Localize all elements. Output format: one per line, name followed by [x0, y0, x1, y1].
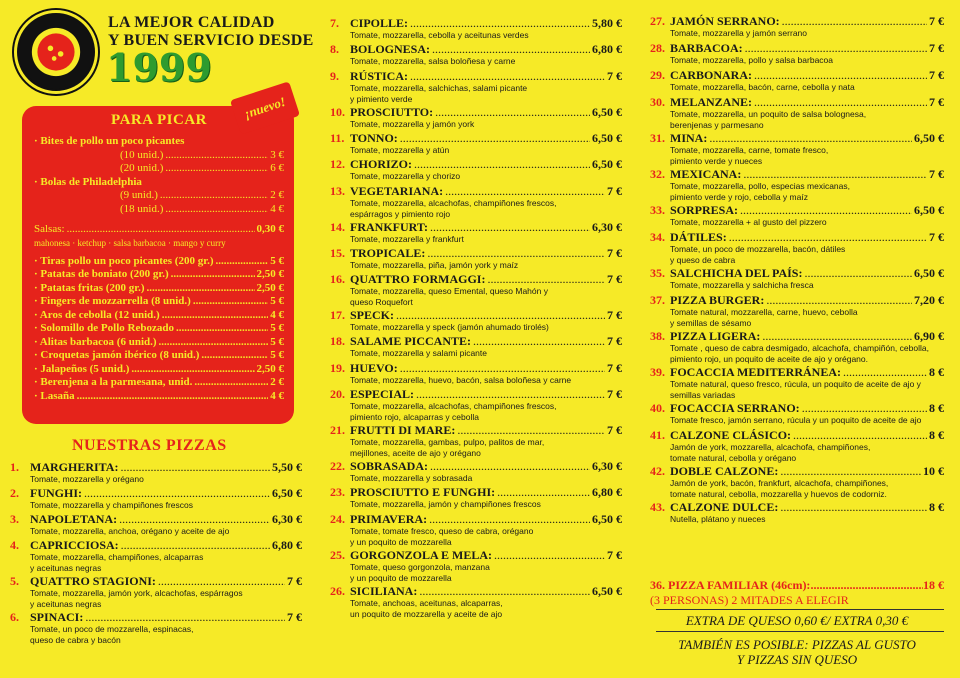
pizza-price: 7 €	[607, 387, 622, 401]
picar-salsas: Salsas: ..... 0,30 €	[34, 223, 284, 237]
pizza-description: pimiento verde y nueces	[670, 156, 763, 166]
pizza-item	[330, 423, 622, 459]
pizza-number: 39.	[650, 365, 665, 379]
pizza-name: QUATTRO STAGIONI:	[30, 574, 156, 588]
pizza-description: Tomate, mozzarella, carne, tomate fresco,	[670, 145, 829, 155]
picar-bolas-18: (18 unid.) ..... 4 €	[34, 203, 284, 217]
pizza-name: SALCHICHA DEL PAÍS:	[670, 266, 803, 280]
mamma-mia-logo	[14, 10, 98, 94]
pizza-price: 6,50 €	[592, 157, 622, 172]
pizza-number: 38.	[650, 329, 665, 343]
pizza-name: ESPECIAL:	[350, 387, 415, 401]
pizza-description: pimiento rojo, alcaparras y cebolla	[350, 412, 479, 422]
pizza-name: PROSCIUTTO E FUNGHI:	[350, 485, 496, 500]
logo-emblem	[17, 13, 95, 91]
year-1999: 1999	[106, 45, 212, 90]
pizza-item	[330, 485, 622, 510]
pizza-name: JAMÓN SERRANO:	[670, 14, 780, 28]
pizza-item	[330, 548, 622, 584]
pizza-name: CALZONE DULCE:	[670, 500, 779, 514]
pizza-item	[10, 538, 302, 574]
pizza-description: Tomate, mozzarella, salsa boloñesa y carne	[350, 56, 516, 67]
pizza-item	[330, 584, 622, 620]
pizza-item	[330, 42, 622, 67]
pizza-price: 6,50 €	[592, 130, 622, 145]
pizza-item	[330, 512, 622, 548]
para-picar-box	[22, 106, 294, 424]
picar-bolas: · Bolas de Philadelphia	[34, 175, 142, 188]
pizza-number: 5.	[10, 574, 19, 588]
pizza-description: Tomate, mozzarella, jamón york, alcachofas, espárragos	[30, 588, 243, 598]
pizza-name: MEXICANA:	[670, 167, 742, 181]
pizza-description: Tomate, mozzarella y salami picante	[350, 348, 488, 359]
pizza-price: 7 €	[287, 610, 302, 624]
pizza-name: SOBRASADA:	[350, 459, 429, 473]
extra-queso: EXTRA DE QUESO 0,60 €/ EXTRA 0,30 €	[685, 613, 909, 628]
pizza-item	[650, 230, 944, 266]
picar-bolas-9: (9 unid.) ..... 2 €	[34, 189, 284, 203]
pizza-number: 19.	[330, 360, 345, 375]
picar-item: · Aros de cebolla (12 unid.) ..... 4 €	[34, 309, 284, 323]
pizza-name: FUNGHI:	[30, 486, 82, 500]
pizza-item	[650, 428, 944, 464]
pizza-description: un poquito de mozzarella y aceite de ajo	[350, 608, 503, 619]
pizza-description: queso de cabra y bacón	[30, 635, 121, 645]
tambien-line2: Y PIZZAS SIN QUESO	[736, 652, 858, 667]
pizza-description: Tomate, mozzarella y salchicha fresca	[670, 280, 814, 290]
familiar-sub: (3 PERSONAS) 2 MITADES A ELEGIR	[650, 593, 849, 607]
pizza-familiar	[650, 578, 944, 608]
picar-item: · Jalapeños (5 unid.) ..... 2,50 €	[34, 363, 284, 377]
pizza-number: 31.	[650, 131, 665, 145]
pizza-number: 12.	[330, 157, 345, 172]
pizza-number: 11.	[330, 130, 345, 145]
familiar-name: 36. PIZZA FAMILIAR (46cm):	[650, 578, 811, 592]
pizza-description: y aceitunas negras	[30, 599, 102, 609]
pizza-item	[330, 157, 622, 182]
pizza-number: 4.	[10, 538, 19, 552]
pizza-description: Tomate, tomate fresco, queso de cabra, orégano	[350, 525, 534, 536]
pizza-description: Tomate, mozzarella, alcachofas, champiñones frescos,	[350, 401, 557, 411]
familiar-price: 18 €	[923, 578, 944, 592]
pizza-description: Jamón de york, bacón, frankfurt, alcachofa, champiñones,	[670, 478, 889, 488]
pizza-price: 5,80 €	[592, 16, 622, 30]
pizza-price: 10 €	[923, 464, 944, 478]
pizza-name: PIZZA BURGER:	[670, 293, 765, 307]
pizza-number: 33.	[650, 203, 665, 217]
pizza-item	[10, 460, 302, 485]
nuestras-pizzas-title: NUESTRAS PIZZAS	[72, 437, 227, 454]
pizza-number: 8.	[330, 42, 339, 57]
picar-item: · Solomillo de Pollo Rebozado ..... 5 €	[34, 322, 284, 336]
pizza-item	[330, 334, 622, 359]
pizza-price: 7 €	[929, 14, 944, 28]
pizza-item	[650, 41, 944, 66]
pizza-name: CIPOLLE:	[350, 16, 409, 30]
pizza-description: Tomate, mozzarella, pollo y salsa barbacoa	[670, 55, 833, 65]
pizza-name: QUATTRO FORMAGGI:	[350, 272, 486, 287]
pizza-number: 35.	[650, 266, 665, 280]
pizza-description: mejillones, aceite de ajo y orégano	[350, 448, 481, 458]
pizza-number: 40.	[650, 401, 665, 415]
pizza-description: Tomate, mozzarella y frankfurt	[350, 233, 464, 244]
pizza-description: Tomate, mozzarella, jamón y champiñones frescos	[350, 499, 541, 510]
pizza-number: 42.	[650, 464, 665, 478]
pizza-description: Tomate, mozzarella y orégano	[30, 474, 144, 484]
pizza-number: 20.	[330, 387, 345, 401]
pizza-item	[650, 203, 944, 228]
pizza-description: tomate natural, cebolla y orégano	[670, 453, 797, 463]
pizza-item	[330, 308, 622, 333]
pizza-item	[330, 361, 622, 386]
pizza-price: 7 €	[607, 68, 622, 83]
pizza-number: 34.	[650, 230, 665, 244]
tagline-line1: LA MEJOR CALIDAD	[108, 14, 275, 31]
pizza-price: 7 €	[607, 334, 622, 349]
pizza-description: Tomate, mozzarella y champiñones frescos	[30, 500, 193, 510]
pizza-item	[10, 610, 302, 646]
pizza-name: PRIMAVERA:	[350, 511, 428, 526]
pizza-name: MINA:	[670, 131, 708, 145]
pizza-item	[330, 131, 622, 156]
pizza-price: 6,80 €	[272, 538, 302, 552]
pizza-item	[650, 167, 944, 203]
pizza-price: 6,50 €	[914, 203, 944, 217]
pizza-description: Tomate, mozzarella y chorizo	[350, 171, 461, 182]
pizza-price: 8 €	[929, 500, 944, 514]
picar-item: · Lasaña ..... 4 €	[34, 390, 284, 404]
pizza-description: Tomate natural, mozzarella, carne, huevo, cebolla	[670, 307, 858, 317]
pizza-description: Tomate fresco, jamón serrano, rúcula y un poquito de aceite de ajo	[670, 415, 922, 425]
pizza-number: 37.	[650, 293, 665, 307]
pizza-item	[10, 486, 302, 511]
pizza-number: 6.	[10, 610, 19, 624]
pizza-name: TONNO:	[350, 130, 398, 145]
pizza-number: 14.	[330, 219, 345, 234]
pizza-name: DOBLE CALZONE:	[670, 464, 779, 478]
pizza-name: CAPRICCIOSA:	[30, 538, 119, 552]
pizza-name: BOLOGNESA:	[350, 42, 431, 57]
pizza-name: GORGONZOLA E MELA:	[350, 547, 493, 562]
picar-item: · Alitas barbacoa (6 unid.) ..... 5 €	[34, 336, 284, 350]
pizza-number: 10.	[330, 104, 345, 119]
pizza-price: 6,30 €	[592, 219, 622, 234]
pizza-description: queso Roquefort	[350, 297, 413, 308]
pizza-number: 15.	[330, 245, 345, 260]
pizza-price: 7 €	[607, 272, 622, 287]
para-picar-title: PARA PICAR	[111, 112, 207, 128]
pizza-description: Tomate, mozzarella, bacón, carne, cebolla y nata	[670, 82, 855, 92]
pizza-item	[650, 266, 944, 291]
pizza-description: y semillas de sésamo	[670, 318, 752, 328]
pizza-name: FOCACCIA SERRANO:	[670, 401, 800, 415]
picar-salsas-note: mahonesa · ketchup · salsa barbacoa · mango y curry	[34, 237, 226, 248]
pizza-description: semillas variadas	[670, 390, 736, 400]
pizza-number: 9.	[330, 68, 339, 83]
pizza-description: Tomate, mozzarella + al gusto del pizzero	[670, 217, 827, 227]
pizza-price: 6,30 €	[272, 512, 302, 526]
pizza-price: 7 €	[929, 41, 944, 55]
pizza-name: SPINACI:	[30, 610, 84, 624]
pizza-number: 1.	[10, 460, 19, 474]
pizza-description: Tomate, un poco de mozzarella, bacón, dátiles	[670, 244, 846, 254]
pizza-name: BARBACOA:	[670, 41, 743, 55]
pizza-number: 41.	[650, 428, 665, 442]
pizza-name: PROSCIUTTO:	[350, 104, 434, 119]
pizza-name: SICILIANA:	[350, 583, 418, 598]
pizza-name: CHORIZO:	[350, 157, 413, 172]
pizza-description: Tomate, queso gorgonzola, manzana	[350, 561, 490, 572]
pizza-name: FOCACCIA MEDITERRÁNEA:	[670, 365, 842, 379]
tambien-line1: TAMBIÉN ES POSIBLE: PIZZAS AL GUSTO	[678, 637, 916, 652]
picar-bites-10: (10 unid.) ..... 3 €	[34, 149, 284, 163]
pizza-number: 26.	[330, 583, 345, 598]
pizza-name: CARBONARA:	[670, 68, 752, 82]
tagline-line2: Y BUEN SERVICIO DESDE	[108, 32, 314, 49]
pizza-item	[330, 16, 622, 41]
pizza-description: Jamón de york, mozzarella, alcachofa, champiñones,	[670, 442, 871, 452]
pizza-description: Tomate, mozzarella y speck (jamón ahumado tirolés)	[350, 322, 549, 333]
pizza-item	[330, 184, 622, 220]
pizza-number: 32.	[650, 167, 665, 181]
pizza-price: 7 €	[607, 423, 622, 437]
pizza-number: 17.	[330, 308, 345, 323]
picar-item: · Patatas fritas (200 gr.) ..... 2,50 €	[34, 282, 284, 296]
pizza-description: Tomate, mozzarella, gambas, pulpo, palitos de mar,	[350, 437, 545, 447]
divider-2	[656, 631, 944, 632]
pizza-description: Tomate natural, queso fresco, rúcula, un poquito de aceite de ajo y	[670, 379, 921, 389]
pizza-description: Tomate, anchoas, aceitunas, alcaparras,	[350, 597, 503, 608]
pizza-description: y aceitunas negras	[30, 563, 102, 573]
pizza-number: 25.	[330, 547, 345, 562]
pizza-price: 6,30 €	[592, 459, 622, 473]
pizza-number: 30.	[650, 95, 665, 109]
pizza-description: Tomate, mozzarella, alcachofas, champiñones frescos,	[350, 197, 557, 208]
pizza-item	[330, 246, 622, 271]
pizza-description: Tomate, mozzarella, champiñones, alcaparras	[30, 552, 204, 562]
pizza-price: 6,50 €	[914, 266, 944, 280]
pizza-price: 7 €	[287, 574, 302, 588]
pizza-description: Tomate, mozzarella y sobrasada	[350, 473, 473, 483]
pizza-price: 7 €	[607, 183, 622, 198]
pizza-price: 6,80 €	[592, 485, 622, 500]
pizza-item	[330, 220, 622, 245]
pizza-description: berenjenas y parmesano	[670, 120, 764, 130]
nuevo-badge: ¡nuevo!	[230, 81, 300, 134]
pizza-price: 5,50 €	[272, 460, 302, 474]
pizza-item	[650, 131, 944, 167]
pizza-price: 8 €	[929, 428, 944, 442]
pizza-description: Tomate, mozzarella, anchoa, orégano y aceite de ajo	[30, 526, 230, 536]
pizza-item	[650, 329, 944, 365]
pizza-number: 27.	[650, 14, 665, 28]
pizza-number: 18.	[330, 334, 345, 349]
pizza-description: Tomate, mozzarella, pollo, especias mexicanas,	[670, 181, 850, 191]
pizza-price: 6,80 €	[592, 42, 622, 57]
pizza-item	[650, 68, 944, 93]
pizza-item	[330, 69, 622, 105]
pizza-name: MELANZANE:	[670, 95, 753, 109]
pizza-number: 22.	[330, 459, 345, 473]
pizza-name: FRUTTI DI MARE:	[350, 423, 456, 437]
pizza-number: 29.	[650, 68, 665, 82]
pizza-name: TROPICALE:	[350, 245, 426, 260]
pizza-name: PIZZA LIGERA:	[670, 329, 761, 343]
picar-item: · Fingers de mozzarrella (8 unid.) ..... 5 €	[34, 295, 284, 309]
pizza-description: pimiento rojo, un poquito de aceite de ajo y orégano.	[670, 354, 868, 364]
pizza-item	[10, 512, 302, 537]
pizza-name: HUEVO:	[350, 360, 398, 375]
pizza-description: pimiento verde y rojo, cebolla y maíz	[670, 192, 808, 202]
pizza-name: NAPOLETANA:	[30, 512, 118, 526]
picar-item: · Croquetas jamón ibérico (8 unid.) ..... 5 €	[34, 349, 284, 363]
pizza-description: y un poquito de mozzarella	[350, 536, 452, 547]
pizza-price: 7 €	[607, 308, 622, 323]
picar-bites-20: (20 unid.) ..... 6 €	[34, 162, 284, 176]
pizza-price: 8 €	[929, 365, 944, 379]
divider-1	[656, 609, 944, 610]
pizza-item	[650, 293, 944, 329]
pizza-description: Tomate, mozzarella y jamón york	[350, 118, 475, 129]
picar-item-list	[34, 255, 284, 404]
pizza-description: Nutella, plátano y nueces	[670, 514, 766, 524]
pizza-price: 6,50 €	[592, 104, 622, 119]
pizza-item	[650, 500, 944, 525]
pizza-description: y queso de cabra	[670, 255, 736, 265]
pizza-item	[650, 365, 944, 401]
pizza-description: Tomate, un poco de mozzarella, espinacas,	[30, 624, 194, 634]
pizza-item	[10, 574, 302, 610]
pizza-item	[330, 459, 622, 484]
pizza-number: 16.	[330, 272, 345, 287]
pizza-price: 7 €	[607, 360, 622, 375]
pizza-item	[650, 464, 944, 500]
picar-item: · Berenjena a la parmesana, unid. ..... 2 €	[34, 376, 284, 390]
pizza-name: MARGHERITA:	[30, 460, 119, 474]
pizza-price: 7 €	[607, 245, 622, 260]
pizza-name: CALZONE CLÁSICO:	[670, 428, 792, 442]
pizza-price: 8 €	[929, 401, 944, 415]
pizza-price: 7 €	[929, 167, 944, 181]
pizza-number: 24.	[330, 511, 345, 526]
pizza-name: RÚSTICA:	[350, 68, 409, 83]
pizza-price: 6,50 €	[592, 511, 622, 526]
pizza-name: FRANKFURT:	[350, 219, 429, 234]
pizza-number: 23.	[330, 485, 345, 500]
pizza-number: 43.	[650, 500, 665, 514]
pizza-description: Tomate, mozzarella, cebolla y aceitunas verdes	[350, 30, 529, 40]
pizza-description: Tomate, mozzarella, piña, jamón york y maíz	[350, 259, 519, 270]
picar-item: · Patatas de boniato (200 gr.) ..... 2,50 €	[34, 268, 284, 282]
pizza-price: 6,50 €	[272, 486, 302, 500]
pizza-name: VEGETARIANA:	[350, 183, 444, 198]
pizza-description: Tomate, mozzarella y atún	[350, 144, 450, 155]
pizza-number: 21.	[330, 423, 345, 437]
picar-bites: · Bites de pollo un poco picantes	[34, 135, 185, 147]
pizza-description: espárragos y pimiento rojo	[350, 208, 451, 219]
pizza-price: 7 €	[929, 95, 944, 109]
pizza-price: 7 €	[929, 230, 944, 244]
pizza-description: Tomate, mozzarella, huevo, bacón, salsa boloñesa y carne	[350, 374, 572, 385]
pizza-name: SPECK:	[350, 308, 395, 323]
pizza-item	[650, 95, 944, 131]
pizza-number: 7.	[330, 16, 339, 30]
pizza-description: Tomate, mozzarella, queso Emental, queso Mahón y	[350, 286, 548, 297]
pizza-number: 2.	[10, 486, 19, 500]
pizza-description: Tomate , queso de cabra desmigado, alcachofa, champiñón, cebolla,	[670, 343, 929, 353]
pizza-description: Tomate, mozzarella, un poquito de salsa bolognesa,	[670, 109, 867, 119]
pizza-description: Tomate, mozzarella y jamón serrano	[670, 28, 808, 38]
pizza-item	[330, 387, 622, 423]
pizza-price: 6,50 €	[914, 131, 944, 145]
pizza-number: 28.	[650, 41, 665, 55]
pizza-price: 6,90 €	[914, 329, 944, 343]
pizza-name: SALAME PICCANTE:	[350, 334, 472, 349]
pizza-item	[330, 272, 622, 308]
pizza-name: DÁTILES:	[670, 230, 727, 244]
picar-item: · Tiras pollo un poco picantes (200 gr.) ..... 5 €	[34, 255, 284, 269]
pizza-item	[650, 14, 944, 39]
pizza-number: 13.	[330, 183, 345, 198]
pizza-price: 7,20 €	[914, 293, 944, 307]
pizza-item	[650, 401, 944, 426]
pizza-description: tomate natural, cebolla, mozzarella y huevos de codorniz.	[670, 489, 887, 499]
pizza-number: 3.	[10, 512, 19, 526]
pizza-description: y un poquito de mozzarella	[350, 572, 452, 583]
pizza-price: 7 €	[607, 547, 622, 562]
pizza-price: 6,50 €	[592, 583, 622, 598]
pizza-price: 7 €	[929, 68, 944, 82]
pizza-description: Tomate, mozzarella, salchichas, salami picante	[350, 82, 528, 93]
pizza-description: y pimiento verde	[350, 93, 413, 104]
pizza-name: SORPRESA:	[670, 203, 739, 217]
pizza-item	[330, 105, 622, 130]
